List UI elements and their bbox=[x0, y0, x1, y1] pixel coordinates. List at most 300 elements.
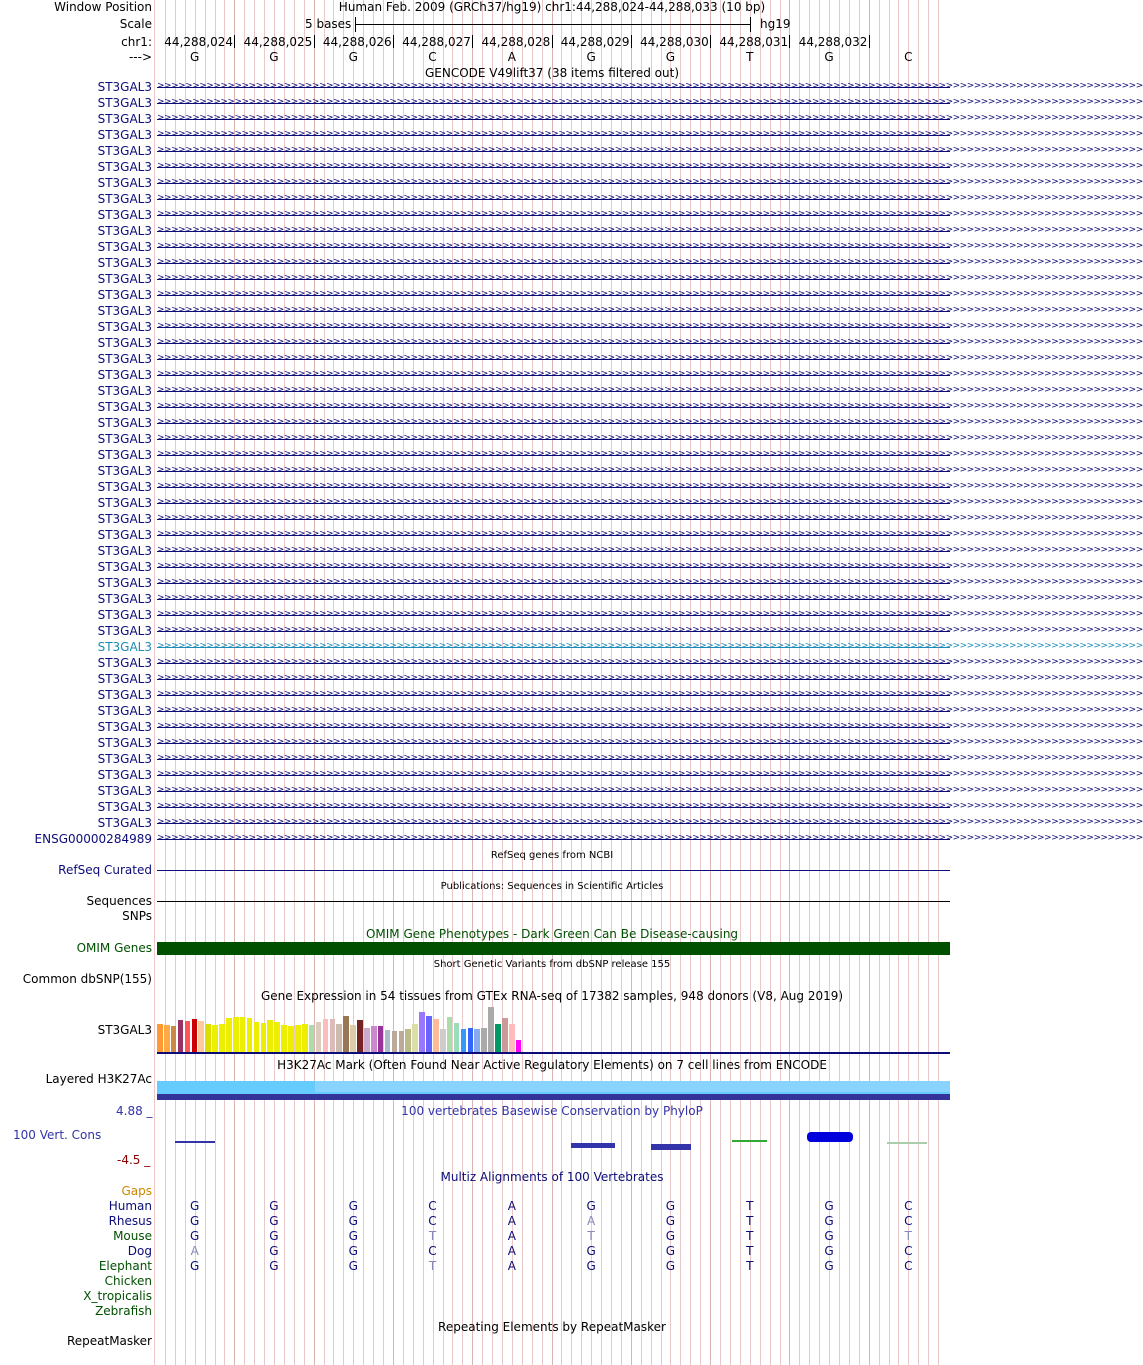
alignment-base: G bbox=[348, 1244, 358, 1258]
gene-label-st3gal3[interactable]: ST3GAL3 bbox=[97, 272, 152, 286]
gtex-tissue-bar[interactable] bbox=[198, 1021, 204, 1052]
strand-arrows: >>>>>>>>>>>>>>>>>>>>>>>>>>>>>>>>>>>>>>>>>>>>>>>>>>>>>>>>>>>>>>>>>>>>>>>>>>>>>>>>>>>>>>>>>>>>>>>>>>>>>>>>>>>>>>>>>>>>>>>>>>>>>>>>>>>>>>>>>>>> bbox=[157, 481, 1143, 491]
h3k27ac-title: H3K27Ac Mark (Often Found Near Active Regulatory Elements) on 7 cell lines from ENCODE bbox=[277, 1058, 827, 1072]
alignment-base: C bbox=[428, 1214, 437, 1228]
alignment-base: T bbox=[746, 1244, 754, 1258]
strand-arrows: >>>>>>>>>>>>>>>>>>>>>>>>>>>>>>>>>>>>>>>>>>>>>>>>>>>>>>>>>>>>>>>>>>>>>>>>>>>>>>>>>>>>>>>>>>>>>>>>>>>>>>>>>>>>>>>>>>>>>>>>>>>>>>>>>>>>>>>>>>>> bbox=[157, 113, 1143, 123]
strand-arrows: >>>>>>>>>>>>>>>>>>>>>>>>>>>>>>>>>>>>>>>>>>>>>>>>>>>>>>>>>>>>>>>>>>>>>>>>>>>>>>>>>>>>>>>>>>>>>>>>>>>>>>>>>>>>>>>>>>>>>>>>>>>>>>>>>>>>>>>>>>>> bbox=[157, 513, 1143, 523]
alignment-base: G bbox=[665, 1214, 676, 1228]
gtex-tissue-bar[interactable] bbox=[240, 1017, 246, 1052]
strand-arrows: >>>>>>>>>>>>>>>>>>>>>>>>>>>>>>>>>>>>>>>>>>>>>>>>>>>>>>>>>>>>>>>>>>>>>>>>>>>>>>>>>>>>>>>>>>>>>>>>>>>>>>>>>>>>>>>>>>>>>>>>>>>>>>>>>>>>>>>>>>>> bbox=[157, 833, 1143, 843]
gtex-tissue-bar[interactable] bbox=[164, 1025, 170, 1052]
gene-label-st3gal3[interactable]: ST3GAL3 bbox=[97, 688, 152, 702]
strand-arrows: >>>>>>>>>>>>>>>>>>>>>>>>>>>>>>>>>>>>>>>>>>>>>>>>>>>>>>>>>>>>>>>>>>>>>>>>>>>>>>>>>>>>>>>>>>>>>>>>>>>>>>>>>>>>>>>>>>>>>>>>>>>>>>>>>>>>>>>>>>>> bbox=[157, 321, 1143, 331]
gene-label-st3gal3[interactable]: ST3GAL3 bbox=[97, 512, 152, 526]
gene-transcript-line[interactable] bbox=[157, 497, 1143, 509]
alignment-base: G bbox=[665, 1199, 676, 1213]
coordinate-tick bbox=[314, 35, 315, 48]
multiz-gaps-label: Gaps bbox=[121, 1184, 152, 1198]
phylop-mark-9 bbox=[887, 1142, 927, 1144]
alignment-base: G bbox=[269, 1199, 279, 1213]
gene-transcript-line[interactable] bbox=[157, 769, 1143, 781]
gene-transcript-line[interactable] bbox=[157, 337, 1143, 349]
gene-label-st3gal3[interactable]: ST3GAL3 bbox=[97, 384, 152, 398]
gtex-tissue-bar[interactable] bbox=[495, 1024, 501, 1052]
gene-label-st3gal3[interactable]: ST3GAL3 bbox=[97, 416, 152, 430]
gene-label-st3gal3[interactable]: ST3GAL3 bbox=[97, 816, 152, 830]
strand-arrows: >>>>>>>>>>>>>>>>>>>>>>>>>>>>>>>>>>>>>>>>>>>>>>>>>>>>>>>>>>>>>>>>>>>>>>>>>>>>>>>>>>>>>>>>>>>>>>>>>>>>>>>>>>>>>>>>>>>>>>>>>>>>>>>>>>>>>>>>>>>> bbox=[157, 657, 1143, 667]
species-label-chicken[interactable]: Chicken bbox=[104, 1274, 152, 1288]
strand-arrows: >>>>>>>>>>>>>>>>>>>>>>>>>>>>>>>>>>>>>>>>>>>>>>>>>>>>>>>>>>>>>>>>>>>>>>>>>>>>>>>>>>>>>>>>>>>>>>>>>>>>>>>>>>>>>>>>>>>>>>>>>>>>>>>>>>>>>>>>>>>> bbox=[157, 337, 1143, 347]
gene-transcript-line[interactable] bbox=[157, 273, 1143, 285]
h3k27ac-signal-dark bbox=[157, 1094, 950, 1100]
species-label-x_tropicalis[interactable]: X_tropicalis bbox=[83, 1289, 152, 1303]
gtex-tissue-bar[interactable] bbox=[274, 1022, 280, 1052]
strand-arrows: >>>>>>>>>>>>>>>>>>>>>>>>>>>>>>>>>>>>>>>>>>>>>>>>>>>>>>>>>>>>>>>>>>>>>>>>>>>>>>>>>>>>>>>>>>>>>>>>>>>>>>>>>>>>>>>>>>>>>>>>>>>>>>>>>>>>>>>>>>>> bbox=[157, 577, 1143, 587]
gene-transcript-line[interactable] bbox=[157, 289, 1143, 301]
gtex-tissue-bar[interactable] bbox=[288, 1026, 294, 1052]
gene-transcript-line[interactable] bbox=[157, 129, 1143, 141]
gtex-tissue-bar[interactable] bbox=[185, 1021, 191, 1052]
strand-arrows: >>>>>>>>>>>>>>>>>>>>>>>>>>>>>>>>>>>>>>>>>>>>>>>>>>>>>>>>>>>>>>>>>>>>>>>>>>>>>>>>>>>>>>>>>>>>>>>>>>>>>>>>>>>>>>>>>>>>>>>>>>>>>>>>>>>>>>>>>>>> bbox=[157, 257, 1143, 267]
gene-label-st3gal3[interactable]: ST3GAL3 bbox=[97, 240, 152, 254]
gene-label-st3gal3[interactable]: ST3GAL3 bbox=[97, 496, 152, 510]
gtex-tissue-bar[interactable] bbox=[371, 1026, 377, 1052]
strand-arrows: >>>>>>>>>>>>>>>>>>>>>>>>>>>>>>>>>>>>>>>>>>>>>>>>>>>>>>>>>>>>>>>>>>>>>>>>>>>>>>>>>>>>>>>>>>>>>>>>>>>>>>>>>>>>>>>>>>>>>>>>>>>>>>>>>>>>>>>>>>>> bbox=[157, 673, 1143, 683]
coordinate-tick bbox=[789, 35, 790, 48]
alignment-base: A bbox=[507, 1199, 516, 1213]
gtex-tissue-bar[interactable] bbox=[267, 1020, 273, 1052]
gene-label-st3gal3[interactable]: ST3GAL3 bbox=[97, 736, 152, 750]
alignment-base: T bbox=[587, 1229, 595, 1243]
coordinate-tick bbox=[552, 35, 553, 48]
strand-arrows: >>>>>>>>>>>>>>>>>>>>>>>>>>>>>>>>>>>>>>>>>>>>>>>>>>>>>>>>>>>>>>>>>>>>>>>>>>>>>>>>>>>>>>>>>>>>>>>>>>>>>>>>>>>>>>>>>>>>>>>>>>>>>>>>>>>>>>>>>>>> bbox=[157, 449, 1143, 459]
gtex-tissue-bar[interactable] bbox=[254, 1022, 260, 1052]
gene-label-st3gal3[interactable]: ST3GAL3 bbox=[97, 480, 152, 494]
alignment-base: T bbox=[746, 1199, 754, 1213]
gtex-tissue-bar[interactable] bbox=[502, 1018, 508, 1052]
gene-label-st3gal3[interactable]: ST3GAL3 bbox=[97, 144, 152, 158]
phylop-title: 100 vertebrates Basewise Conservation by PhyloP bbox=[401, 1104, 703, 1118]
alignment-base: G bbox=[190, 1229, 200, 1243]
gene-transcript-line[interactable] bbox=[157, 625, 1143, 637]
gtex-title: Gene Expression in 54 tissues from GTEx RNA-seq of 17382 samples, 948 donors (V8, Aug 2019) bbox=[260, 989, 844, 1003]
strand-arrows: >>>>>>>>>>>>>>>>>>>>>>>>>>>>>>>>>>>>>>>>>>>>>>>>>>>>>>>>>>>>>>>>>>>>>>>>>>>>>>>>>>>>>>>>>>>>>>>>>>>>>>>>>>>>>>>>>>>>>>>>>>>>>>>>>>>>>>>>>>>> bbox=[157, 529, 1143, 539]
gtex-tissue-bar[interactable] bbox=[461, 1029, 467, 1052]
gtex-tissue-bar[interactable] bbox=[178, 1020, 184, 1052]
strand-arrows: >>>>>>>>>>>>>>>>>>>>>>>>>>>>>>>>>>>>>>>>>>>>>>>>>>>>>>>>>>>>>>>>>>>>>>>>>>>>>>>>>>>>>>>>>>>>>>>>>>>>>>>>>>>>>>>>>>>>>>>>>>>>>>>>>>>>>>>>>>>> bbox=[157, 241, 1143, 251]
coordinate-tick bbox=[631, 35, 632, 48]
gene-label-st3gal3[interactable]: ST3GAL3 bbox=[97, 528, 152, 542]
alignment-base: G bbox=[269, 1244, 279, 1258]
strand-arrows: >>>>>>>>>>>>>>>>>>>>>>>>>>>>>>>>>>>>>>>>>>>>>>>>>>>>>>>>>>>>>>>>>>>>>>>>>>>>>>>>>>>>>>>>>>>>>>>>>>>>>>>>>>>>>>>>>>>>>>>>>>>>>>>>>>>>>>>>>>>> bbox=[157, 721, 1143, 731]
alignment-base: G bbox=[824, 1229, 834, 1243]
alignment-base: G bbox=[269, 1214, 279, 1228]
gene-label-st3gal3[interactable]: ST3GAL3 bbox=[97, 368, 152, 382]
alignment-base: T bbox=[746, 1259, 754, 1273]
gene-label-st3gal3[interactable]: ST3GAL3 bbox=[97, 608, 152, 622]
alignment-base: T bbox=[904, 1229, 912, 1243]
alignment-base: G bbox=[824, 1199, 834, 1213]
gtex-tissue-bar[interactable] bbox=[309, 1025, 315, 1052]
alignment-base: C bbox=[904, 1214, 913, 1228]
gtex-tissue-bar[interactable] bbox=[192, 1019, 198, 1052]
gene-transcript-line[interactable] bbox=[157, 689, 1143, 701]
reference-base: G bbox=[586, 50, 596, 64]
scale-bar-right-tick bbox=[750, 17, 751, 32]
gtex-tissue-bar[interactable] bbox=[378, 1026, 384, 1052]
repeatmasker-label[interactable]: RepeatMasker bbox=[66, 1334, 152, 1348]
gene-transcript-line[interactable] bbox=[157, 753, 1143, 765]
gtex-tissue-bar[interactable] bbox=[440, 1029, 446, 1052]
gtex-tissue-bar[interactable] bbox=[316, 1022, 322, 1052]
gene-label-st3gal3[interactable]: ST3GAL3 bbox=[97, 224, 152, 238]
strand-arrows: >>>>>>>>>>>>>>>>>>>>>>>>>>>>>>>>>>>>>>>>>>>>>>>>>>>>>>>>>>>>>>>>>>>>>>>>>>>>>>>>>>>>>>>>>>>>>>>>>>>>>>>>>>>>>>>>>>>>>>>>>>>>>>>>>>>>>>>>>>>> bbox=[157, 641, 1143, 651]
gene-transcript-line[interactable] bbox=[157, 81, 1143, 93]
gene-label-st3gal3[interactable]: ST3GAL3 bbox=[97, 720, 152, 734]
gtex-tissue-bar[interactable] bbox=[350, 1025, 356, 1052]
gene-label-st3gal3[interactable]: ST3GAL3 bbox=[97, 160, 152, 174]
window-position-text: Human Feb. 2009 (GRCh37/hg19) chr1:44,288,024-44,288,033 (10 bp) bbox=[338, 0, 766, 14]
coordinate-label: 44,288,031 bbox=[719, 35, 789, 49]
gene-transcript-line[interactable] bbox=[157, 305, 1143, 317]
gene-transcript-line[interactable] bbox=[157, 721, 1143, 733]
species-label-dog[interactable]: Dog bbox=[127, 1244, 152, 1258]
alignment-base: A bbox=[507, 1214, 516, 1228]
gene-transcript-line[interactable] bbox=[157, 113, 1143, 125]
gene-transcript-line[interactable] bbox=[157, 785, 1143, 797]
gene-label-st3gal3[interactable]: ST3GAL3 bbox=[97, 304, 152, 318]
alignment-base: G bbox=[824, 1259, 834, 1273]
gtex-tissue-bar[interactable] bbox=[336, 1024, 342, 1052]
species-label-human[interactable]: Human bbox=[108, 1199, 152, 1213]
alignment-base: G bbox=[824, 1214, 834, 1228]
strand-arrows: >>>>>>>>>>>>>>>>>>>>>>>>>>>>>>>>>>>>>>>>>>>>>>>>>>>>>>>>>>>>>>>>>>>>>>>>>>>>>>>>>>>>>>>>>>>>>>>>>>>>>>>>>>>>>>>>>>>>>>>>>>>>>>>>>>>>>>>>>>>> bbox=[157, 97, 1143, 107]
chr-label: chr1: bbox=[121, 35, 152, 49]
gene-transcript-line[interactable] bbox=[157, 705, 1143, 717]
gene-transcript-line[interactable] bbox=[157, 97, 1143, 109]
gtex-tissue-bar[interactable] bbox=[157, 1024, 163, 1052]
alignment-base: T bbox=[428, 1259, 437, 1273]
gene-transcript-line[interactable] bbox=[157, 225, 1143, 237]
strand-arrows: >>>>>>>>>>>>>>>>>>>>>>>>>>>>>>>>>>>>>>>>>>>>>>>>>>>>>>>>>>>>>>>>>>>>>>>>>>>>>>>>>>>>>>>>>>>>>>>>>>>>>>>>>>>>>>>>>>>>>>>>>>>>>>>>>>>>>>>>>>>> bbox=[157, 177, 1143, 187]
gene-transcript-line[interactable] bbox=[157, 561, 1143, 573]
phylop-min-label: -4.5 _ bbox=[117, 1153, 151, 1167]
gene-transcript-line[interactable] bbox=[157, 369, 1143, 381]
gtex-tissue-bar[interactable] bbox=[426, 1016, 432, 1052]
alignment-base: T bbox=[746, 1214, 754, 1228]
alignment-base: A bbox=[507, 1259, 516, 1273]
repeatmasker-title: Repeating Elements by RepeatMasker bbox=[438, 1320, 666, 1334]
gene-label-st3gal3[interactable]: ST3GAL3 bbox=[97, 576, 152, 590]
strand-arrows: >>>>>>>>>>>>>>>>>>>>>>>>>>>>>>>>>>>>>>>>>>>>>>>>>>>>>>>>>>>>>>>>>>>>>>>>>>>>>>>>>>>>>>>>>>>>>>>>>>>>>>>>>>>>>>>>>>>>>>>>>>>>>>>>>>>>>>>>>>>> bbox=[157, 145, 1143, 155]
gene-label-st3gal3[interactable]: ST3GAL3 bbox=[97, 800, 152, 814]
gtex-tissue-bar[interactable] bbox=[454, 1023, 460, 1052]
gene-label-st3gal3[interactable]: ST3GAL3 bbox=[97, 288, 152, 302]
dbsnp-label[interactable]: Common dbSNP(155) bbox=[22, 972, 152, 986]
alignment-base: G bbox=[586, 1199, 596, 1213]
gene-transcript-line[interactable] bbox=[157, 385, 1143, 397]
strand-arrows: >>>>>>>>>>>>>>>>>>>>>>>>>>>>>>>>>>>>>>>>>>>>>>>>>>>>>>>>>>>>>>>>>>>>>>>>>>>>>>>>>>>>>>>>>>>>>>>>>>>>>>>>>>>>>>>>>>>>>>>>>>>>>>>>>>>>>>>>>>>> bbox=[157, 737, 1143, 747]
phylop-mark-7 bbox=[732, 1140, 767, 1142]
gtex-tissue-bar[interactable] bbox=[385, 1030, 391, 1052]
coordinate-label: 44,288,028 bbox=[481, 35, 551, 49]
gene-label-st3gal3[interactable]: ST3GAL3 bbox=[97, 80, 152, 94]
gene-transcript-line[interactable] bbox=[157, 353, 1143, 365]
gtex-label[interactable]: ST3GAL3 bbox=[97, 1023, 152, 1037]
reference-base: C bbox=[904, 50, 913, 64]
reference-base: G bbox=[348, 50, 358, 64]
alignment-base: G bbox=[190, 1259, 200, 1273]
coordinate-label: 44,288,026 bbox=[322, 35, 392, 49]
snps-label[interactable]: SNPs bbox=[122, 909, 152, 923]
alignment-base: C bbox=[904, 1199, 913, 1213]
species-label-rhesus[interactable]: Rhesus bbox=[108, 1214, 152, 1228]
strand-arrows: >>>>>>>>>>>>>>>>>>>>>>>>>>>>>>>>>>>>>>>>>>>>>>>>>>>>>>>>>>>>>>>>>>>>>>>>>>>>>>>>>>>>>>>>>>>>>>>>>>>>>>>>>>>>>>>>>>>>>>>>>>>>>>>>>>>>>>>>>>>> bbox=[157, 401, 1143, 411]
gene-label-st3gal3[interactable]: ST3GAL3 bbox=[97, 592, 152, 606]
gtex-tissue-bar[interactable] bbox=[281, 1025, 287, 1052]
gene-transcript-line[interactable] bbox=[157, 465, 1143, 477]
gene-label-st3gal3[interactable]: ST3GAL3 bbox=[97, 432, 152, 446]
gene-transcript-line[interactable] bbox=[157, 801, 1143, 813]
gene-label-st3gal3[interactable]: ST3GAL3 bbox=[97, 128, 152, 142]
gene-label-st3gal3[interactable]: ST3GAL3 bbox=[97, 96, 152, 110]
gene-transcript-line[interactable] bbox=[157, 257, 1143, 269]
strand-arrows: >>>>>>>>>>>>>>>>>>>>>>>>>>>>>>>>>>>>>>>>>>>>>>>>>>>>>>>>>>>>>>>>>>>>>>>>>>>>>>>>>>>>>>>>>>>>>>>>>>>>>>>>>>>>>>>>>>>>>>>>>>>>>>>>>>>>>>>>>>>> bbox=[157, 417, 1143, 427]
gtex-tissue-bar[interactable] bbox=[474, 1029, 480, 1052]
gene-transcript-line[interactable] bbox=[157, 161, 1143, 173]
dbsnp-title: Short Genetic Variants from dbSNP release 155 bbox=[433, 959, 671, 970]
refseq-label[interactable]: RefSeq Curated bbox=[58, 863, 152, 877]
strand-arrows: >>>>>>>>>>>>>>>>>>>>>>>>>>>>>>>>>>>>>>>>>>>>>>>>>>>>>>>>>>>>>>>>>>>>>>>>>>>>>>>>>>>>>>>>>>>>>>>>>>>>>>>>>>>>>>>>>>>>>>>>>>>>>>>>>>>>>>>>>>>> bbox=[157, 385, 1143, 395]
gtex-tissue-bar[interactable] bbox=[261, 1023, 267, 1052]
scale-label: Scale bbox=[119, 17, 152, 31]
phylop-mark-6 bbox=[651, 1144, 691, 1150]
gtex-tissue-bar[interactable] bbox=[509, 1024, 515, 1052]
gene-transcript-line[interactable] bbox=[157, 817, 1143, 829]
alignment-base: G bbox=[348, 1199, 358, 1213]
gene-transcript-line[interactable] bbox=[157, 545, 1143, 557]
omim-label[interactable]: OMIM Genes bbox=[76, 941, 152, 955]
strand-arrows: >>>>>>>>>>>>>>>>>>>>>>>>>>>>>>>>>>>>>>>>>>>>>>>>>>>>>>>>>>>>>>>>>>>>>>>>>>>>>>>>>>>>>>>>>>>>>>>>>>>>>>>>>>>>>>>>>>>>>>>>>>>>>>>>>>>>>>>>>>>> bbox=[157, 305, 1143, 315]
gtex-tissue-bar[interactable] bbox=[412, 1024, 418, 1052]
species-label-mouse[interactable]: Mouse bbox=[113, 1229, 152, 1243]
strand-arrows: >>>>>>>>>>>>>>>>>>>>>>>>>>>>>>>>>>>>>>>>>>>>>>>>>>>>>>>>>>>>>>>>>>>>>>>>>>>>>>>>>>>>>>>>>>>>>>>>>>>>>>>>>>>>>>>>>>>>>>>>>>>>>>>>>>>>>>>>>>>> bbox=[157, 753, 1143, 763]
gene-transcript-line[interactable] bbox=[157, 833, 1143, 845]
gtex-tissue-bar[interactable] bbox=[488, 1007, 494, 1052]
gene-transcript-line[interactable] bbox=[157, 241, 1143, 253]
gene-label-st3gal3[interactable]: ST3GAL3 bbox=[97, 400, 152, 414]
gene-transcript-line[interactable] bbox=[157, 529, 1143, 541]
gene-transcript-line[interactable] bbox=[157, 641, 1143, 653]
gtex-tissue-bar[interactable] bbox=[399, 1031, 405, 1052]
gtex-tissue-bar[interactable] bbox=[481, 1028, 487, 1052]
strand-arrows: >>>>>>>>>>>>>>>>>>>>>>>>>>>>>>>>>>>>>>>>>>>>>>>>>>>>>>>>>>>>>>>>>>>>>>>>>>>>>>>>>>>>>>>>>>>>>>>>>>>>>>>>>>>>>>>>>>>>>>>>>>>>>>>>>>>>>>>>>>>> bbox=[157, 225, 1143, 235]
gene-label-st3gal3[interactable]: ST3GAL3 bbox=[97, 112, 152, 126]
gene-transcript-line[interactable] bbox=[157, 401, 1143, 413]
coordinate-label: 44,288,027 bbox=[402, 35, 471, 49]
gtex-tissue-bar[interactable] bbox=[205, 1024, 211, 1052]
gene-transcript-line[interactable] bbox=[157, 577, 1143, 589]
gene-transcript-line[interactable] bbox=[157, 321, 1143, 333]
gene-label-st3gal3[interactable]: ST3GAL3 bbox=[97, 624, 152, 638]
gtex-tissue-bar[interactable] bbox=[405, 1029, 411, 1052]
gene-label-st3gal3[interactable]: ST3GAL3 bbox=[97, 768, 152, 782]
gene-label-st3gal3[interactable]: ST3GAL3 bbox=[97, 560, 152, 574]
gene-transcript-line[interactable] bbox=[157, 417, 1143, 429]
gtex-tissue-bar[interactable] bbox=[219, 1024, 225, 1052]
gene-label-st3gal3[interactable]: ST3GAL3 bbox=[97, 352, 152, 366]
gtex-tissue-bar[interactable] bbox=[357, 1020, 363, 1052]
gene-transcript-line[interactable] bbox=[157, 513, 1143, 525]
strand-arrows: >>>>>>>>>>>>>>>>>>>>>>>>>>>>>>>>>>>>>>>>>>>>>>>>>>>>>>>>>>>>>>>>>>>>>>>>>>>>>>>>>>>>>>>>>>>>>>>>>>>>>>>>>>>>>>>>>>>>>>>>>>>>>>>>>>>>>>>>>>>> bbox=[157, 369, 1143, 379]
gene-label-st3gal3[interactable]: ST3GAL3 bbox=[97, 672, 152, 686]
gene-transcript-line[interactable] bbox=[157, 481, 1143, 493]
strand-arrows: >>>>>>>>>>>>>>>>>>>>>>>>>>>>>>>>>>>>>>>>>>>>>>>>>>>>>>>>>>>>>>>>>>>>>>>>>>>>>>>>>>>>>>>>>>>>>>>>>>>>>>>>>>>>>>>>>>>>>>>>>>>>>>>>>>>>>>>>>>>> bbox=[157, 801, 1143, 811]
h3k27ac-label[interactable]: Layered H3K27Ac bbox=[45, 1072, 152, 1086]
gtex-tissue-bar[interactable] bbox=[247, 1018, 253, 1052]
alignment-base: A bbox=[507, 1229, 516, 1243]
coordinate-tick bbox=[869, 35, 870, 48]
phylop-logo bbox=[157, 1120, 950, 1156]
coordinate-label: 44,288,025 bbox=[243, 35, 313, 49]
strand-arrows: >>>>>>>>>>>>>>>>>>>>>>>>>>>>>>>>>>>>>>>>>>>>>>>>>>>>>>>>>>>>>>>>>>>>>>>>>>>>>>>>>>>>>>>>>>>>>>>>>>>>>>>>>>>>>>>>>>>>>>>>>>>>>>>>>>>>>>>>>>>> bbox=[157, 593, 1143, 603]
gene-transcript-line[interactable] bbox=[157, 609, 1143, 621]
alignment-base: A bbox=[190, 1244, 199, 1258]
species-label-zebrafish[interactable]: Zebrafish bbox=[95, 1304, 152, 1318]
gtex-tissue-bar[interactable] bbox=[343, 1016, 349, 1052]
gene-label-st3gal3[interactable]: ST3GAL3 bbox=[97, 640, 152, 654]
alignment-base: G bbox=[665, 1259, 676, 1273]
gene-transcript-line[interactable] bbox=[157, 593, 1143, 605]
label-column-divider bbox=[154, 0, 155, 1365]
phylop-label[interactable]: 100 Vert. Cons bbox=[13, 1128, 102, 1142]
gene-label-ensg[interactable]: ENSG00000284989 bbox=[34, 832, 152, 846]
alignment-base: G bbox=[190, 1214, 200, 1228]
gene-label-st3gal3[interactable]: ST3GAL3 bbox=[97, 752, 152, 766]
strand-arrows: >>>>>>>>>>>>>>>>>>>>>>>>>>>>>>>>>>>>>>>>>>>>>>>>>>>>>>>>>>>>>>>>>>>>>>>>>>>>>>>>>>>>>>>>>>>>>>>>>>>>>>>>>>>>>>>>>>>>>>>>>>>>>>>>>>>>>>>>>>>> bbox=[157, 353, 1143, 363]
strand-arrows: >>>>>>>>>>>>>>>>>>>>>>>>>>>>>>>>>>>>>>>>>>>>>>>>>>>>>>>>>>>>>>>>>>>>>>>>>>>>>>>>>>>>>>>>>>>>>>>>>>>>>>>>>>>>>>>>>>>>>>>>>>>>>>>>>>>>>>>>>>>> bbox=[157, 785, 1143, 795]
gene-label-st3gal3[interactable]: ST3GAL3 bbox=[97, 320, 152, 334]
gene-transcript-line[interactable] bbox=[157, 433, 1143, 445]
gene-label-st3gal3[interactable]: ST3GAL3 bbox=[97, 208, 152, 222]
coordinate-tick bbox=[710, 35, 711, 48]
phylop-mark-5 bbox=[571, 1143, 615, 1148]
reference-base: C bbox=[428, 50, 437, 64]
scale-assembly: hg19 bbox=[760, 17, 791, 31]
gene-label-st3gal3[interactable]: ST3GAL3 bbox=[97, 448, 152, 462]
alignment-base: G bbox=[348, 1214, 358, 1228]
alignment-base: A bbox=[586, 1214, 596, 1228]
strand-arrows: >>>>>>>>>>>>>>>>>>>>>>>>>>>>>>>>>>>>>>>>>>>>>>>>>>>>>>>>>>>>>>>>>>>>>>>>>>>>>>>>>>>>>>>>>>>>>>>>>>>>>>>>>>>>>>>>>>>>>>>>>>>>>>>>>>>>>>>>>>>> bbox=[157, 689, 1143, 699]
gtex-bar-chart[interactable] bbox=[157, 1005, 557, 1052]
coordinate-tick bbox=[234, 35, 235, 48]
strand-arrows: >>>>>>>>>>>>>>>>>>>>>>>>>>>>>>>>>>>>>>>>>>>>>>>>>>>>>>>>>>>>>>>>>>>>>>>>>>>>>>>>>>>>>>>>>>>>>>>>>>>>>>>>>>>>>>>>>>>>>>>>>>>>>>>>>>>>>>>>>>>> bbox=[157, 545, 1143, 555]
strand-arrows: >>>>>>>>>>>>>>>>>>>>>>>>>>>>>>>>>>>>>>>>>>>>>>>>>>>>>>>>>>>>>>>>>>>>>>>>>>>>>>>>>>>>>>>>>>>>>>>>>>>>>>>>>>>>>>>>>>>>>>>>>>>>>>>>>>>>>>>>>>>> bbox=[157, 129, 1143, 139]
gtex-tissue-bar[interactable] bbox=[295, 1025, 301, 1052]
gtex-tissue-bar[interactable] bbox=[433, 1019, 439, 1052]
phylop-mark-8 bbox=[807, 1132, 853, 1142]
alignment-base: C bbox=[904, 1259, 913, 1273]
alignment-base: G bbox=[269, 1229, 279, 1243]
strand-arrows: >>>>>>>>>>>>>>>>>>>>>>>>>>>>>>>>>>>>>>>>>>>>>>>>>>>>>>>>>>>>>>>>>>>>>>>>>>>>>>>>>>>>>>>>>>>>>>>>>>>>>>>>>>>>>>>>>>>>>>>>>>>>>>>>>>>>>>>>>>>> bbox=[157, 209, 1143, 219]
reference-base: G bbox=[269, 50, 279, 64]
gene-label-st3gal3[interactable]: ST3GAL3 bbox=[97, 192, 152, 206]
publications-label[interactable]: Sequences bbox=[86, 894, 152, 908]
alignment-base: C bbox=[428, 1244, 437, 1258]
gene-label-st3gal3[interactable]: ST3GAL3 bbox=[97, 784, 152, 798]
multiz-title: Multiz Alignments of 100 Vertebrates bbox=[440, 1170, 664, 1184]
gene-transcript-line[interactable] bbox=[157, 449, 1143, 461]
gtex-tissue-bar[interactable] bbox=[516, 1040, 522, 1052]
gtex-tissue-bar[interactable] bbox=[364, 1028, 370, 1052]
gtex-tissue-bar[interactable] bbox=[212, 1025, 218, 1052]
gene-label-st3gal3[interactable]: ST3GAL3 bbox=[97, 704, 152, 718]
gene-label-st3gal3[interactable]: ST3GAL3 bbox=[97, 256, 152, 270]
coordinate-label: 44,288,024 bbox=[164, 35, 234, 49]
alignment-base: G bbox=[824, 1244, 834, 1258]
refseq-title: RefSeq genes from NCBI bbox=[490, 850, 614, 861]
gtex-tissue-bar[interactable] bbox=[392, 1031, 398, 1052]
reference-base: G bbox=[190, 50, 200, 64]
reference-base: G bbox=[665, 50, 676, 64]
gene-label-st3gal3[interactable]: ST3GAL3 bbox=[97, 464, 152, 478]
strand-arrows: >>>>>>>>>>>>>>>>>>>>>>>>>>>>>>>>>>>>>>>>>>>>>>>>>>>>>>>>>>>>>>>>>>>>>>>>>>>>>>>>>>>>>>>>>>>>>>>>>>>>>>>>>>>>>>>>>>>>>>>>>>>>>>>>>>>>>>>>>>>> bbox=[157, 497, 1143, 507]
omim-bar[interactable] bbox=[157, 942, 950, 955]
gene-transcript-line[interactable] bbox=[157, 145, 1143, 157]
phylop-max-label: 4.88 _ bbox=[116, 1104, 153, 1118]
strand-label: ---> bbox=[128, 50, 152, 64]
gene-transcript-line[interactable] bbox=[157, 177, 1143, 189]
strand-arrows: >>>>>>>>>>>>>>>>>>>>>>>>>>>>>>>>>>>>>>>>>>>>>>>>>>>>>>>>>>>>>>>>>>>>>>>>>>>>>>>>>>>>>>>>>>>>>>>>>>>>>>>>>>>>>>>>>>>>>>>>>>>>>>>>>>>>>>>>>>>> bbox=[157, 561, 1143, 571]
gtex-tissue-bar[interactable] bbox=[468, 1028, 474, 1052]
gtex-tissue-bar[interactable] bbox=[419, 1012, 425, 1052]
gene-transcript-line[interactable] bbox=[157, 737, 1143, 749]
coordinate-tick bbox=[393, 35, 394, 48]
omim-title: OMIM Gene Phenotypes - Dark Green Can Be Disease-causing bbox=[365, 927, 739, 941]
gtex-tissue-bar[interactable] bbox=[226, 1018, 232, 1052]
strand-arrows: >>>>>>>>>>>>>>>>>>>>>>>>>>>>>>>>>>>>>>>>>>>>>>>>>>>>>>>>>>>>>>>>>>>>>>>>>>>>>>>>>>>>>>>>>>>>>>>>>>>>>>>>>>>>>>>>>>>>>>>>>>>>>>>>>>>>>>>>>>>> bbox=[157, 161, 1143, 171]
gene-transcript-line[interactable] bbox=[157, 673, 1143, 685]
gene-label-st3gal3[interactable]: ST3GAL3 bbox=[97, 336, 152, 350]
gene-label-st3gal3[interactable]: ST3GAL3 bbox=[97, 544, 152, 558]
strand-arrows: >>>>>>>>>>>>>>>>>>>>>>>>>>>>>>>>>>>>>>>>>>>>>>>>>>>>>>>>>>>>>>>>>>>>>>>>>>>>>>>>>>>>>>>>>>>>>>>>>>>>>>>>>>>>>>>>>>>>>>>>>>>>>>>>>>>>>>>>>>>> bbox=[157, 817, 1143, 827]
gtex-tissue-bar[interactable] bbox=[233, 1017, 239, 1052]
coordinate-tick bbox=[472, 35, 473, 48]
gene-transcript-line[interactable] bbox=[157, 193, 1143, 205]
gene-label-st3gal3[interactable]: ST3GAL3 bbox=[97, 656, 152, 670]
refseq-line bbox=[157, 870, 950, 871]
alignment-base: G bbox=[190, 1199, 200, 1213]
gtex-tissue-bar[interactable] bbox=[302, 1024, 308, 1052]
gene-label-st3gal3[interactable]: ST3GAL3 bbox=[97, 176, 152, 190]
gencode-title: GENCODE V49lift37 (38 items filtered out) bbox=[424, 66, 680, 80]
gtex-tissue-bar[interactable] bbox=[330, 1019, 336, 1052]
strand-arrows: >>>>>>>>>>>>>>>>>>>>>>>>>>>>>>>>>>>>>>>>>>>>>>>>>>>>>>>>>>>>>>>>>>>>>>>>>>>>>>>>>>>>>>>>>>>>>>>>>>>>>>>>>>>>>>>>>>>>>>>>>>>>>>>>>>>>>>>>>>>> bbox=[157, 289, 1143, 299]
gene-transcript-line[interactable] bbox=[157, 657, 1143, 669]
species-label-elephant[interactable]: Elephant bbox=[98, 1259, 152, 1273]
reference-base: A bbox=[507, 50, 516, 64]
alignment-base: G bbox=[269, 1259, 279, 1273]
gene-transcript-line[interactable] bbox=[157, 209, 1143, 221]
gtex-tissue-bar[interactable] bbox=[447, 1017, 453, 1052]
gtex-tissue-bar[interactable] bbox=[171, 1026, 177, 1052]
alignment-base: G bbox=[665, 1229, 676, 1243]
coordinate-label: 44,288,029 bbox=[560, 35, 630, 49]
gtex-tissue-bar[interactable] bbox=[323, 1019, 329, 1052]
strand-arrows: >>>>>>>>>>>>>>>>>>>>>>>>>>>>>>>>>>>>>>>>>>>>>>>>>>>>>>>>>>>>>>>>>>>>>>>>>>>>>>>>>>>>>>>>>>>>>>>>>>>>>>>>>>>>>>>>>>>>>>>>>>>>>>>>>>>>>>>>>>>> bbox=[157, 193, 1143, 203]
strand-arrows: >>>>>>>>>>>>>>>>>>>>>>>>>>>>>>>>>>>>>>>>>>>>>>>>>>>>>>>>>>>>>>>>>>>>>>>>>>>>>>>>>>>>>>>>>>>>>>>>>>>>>>>>>>>>>>>>>>>>>>>>>>>>>>>>>>>>>>>>>>>> bbox=[157, 465, 1143, 475]
